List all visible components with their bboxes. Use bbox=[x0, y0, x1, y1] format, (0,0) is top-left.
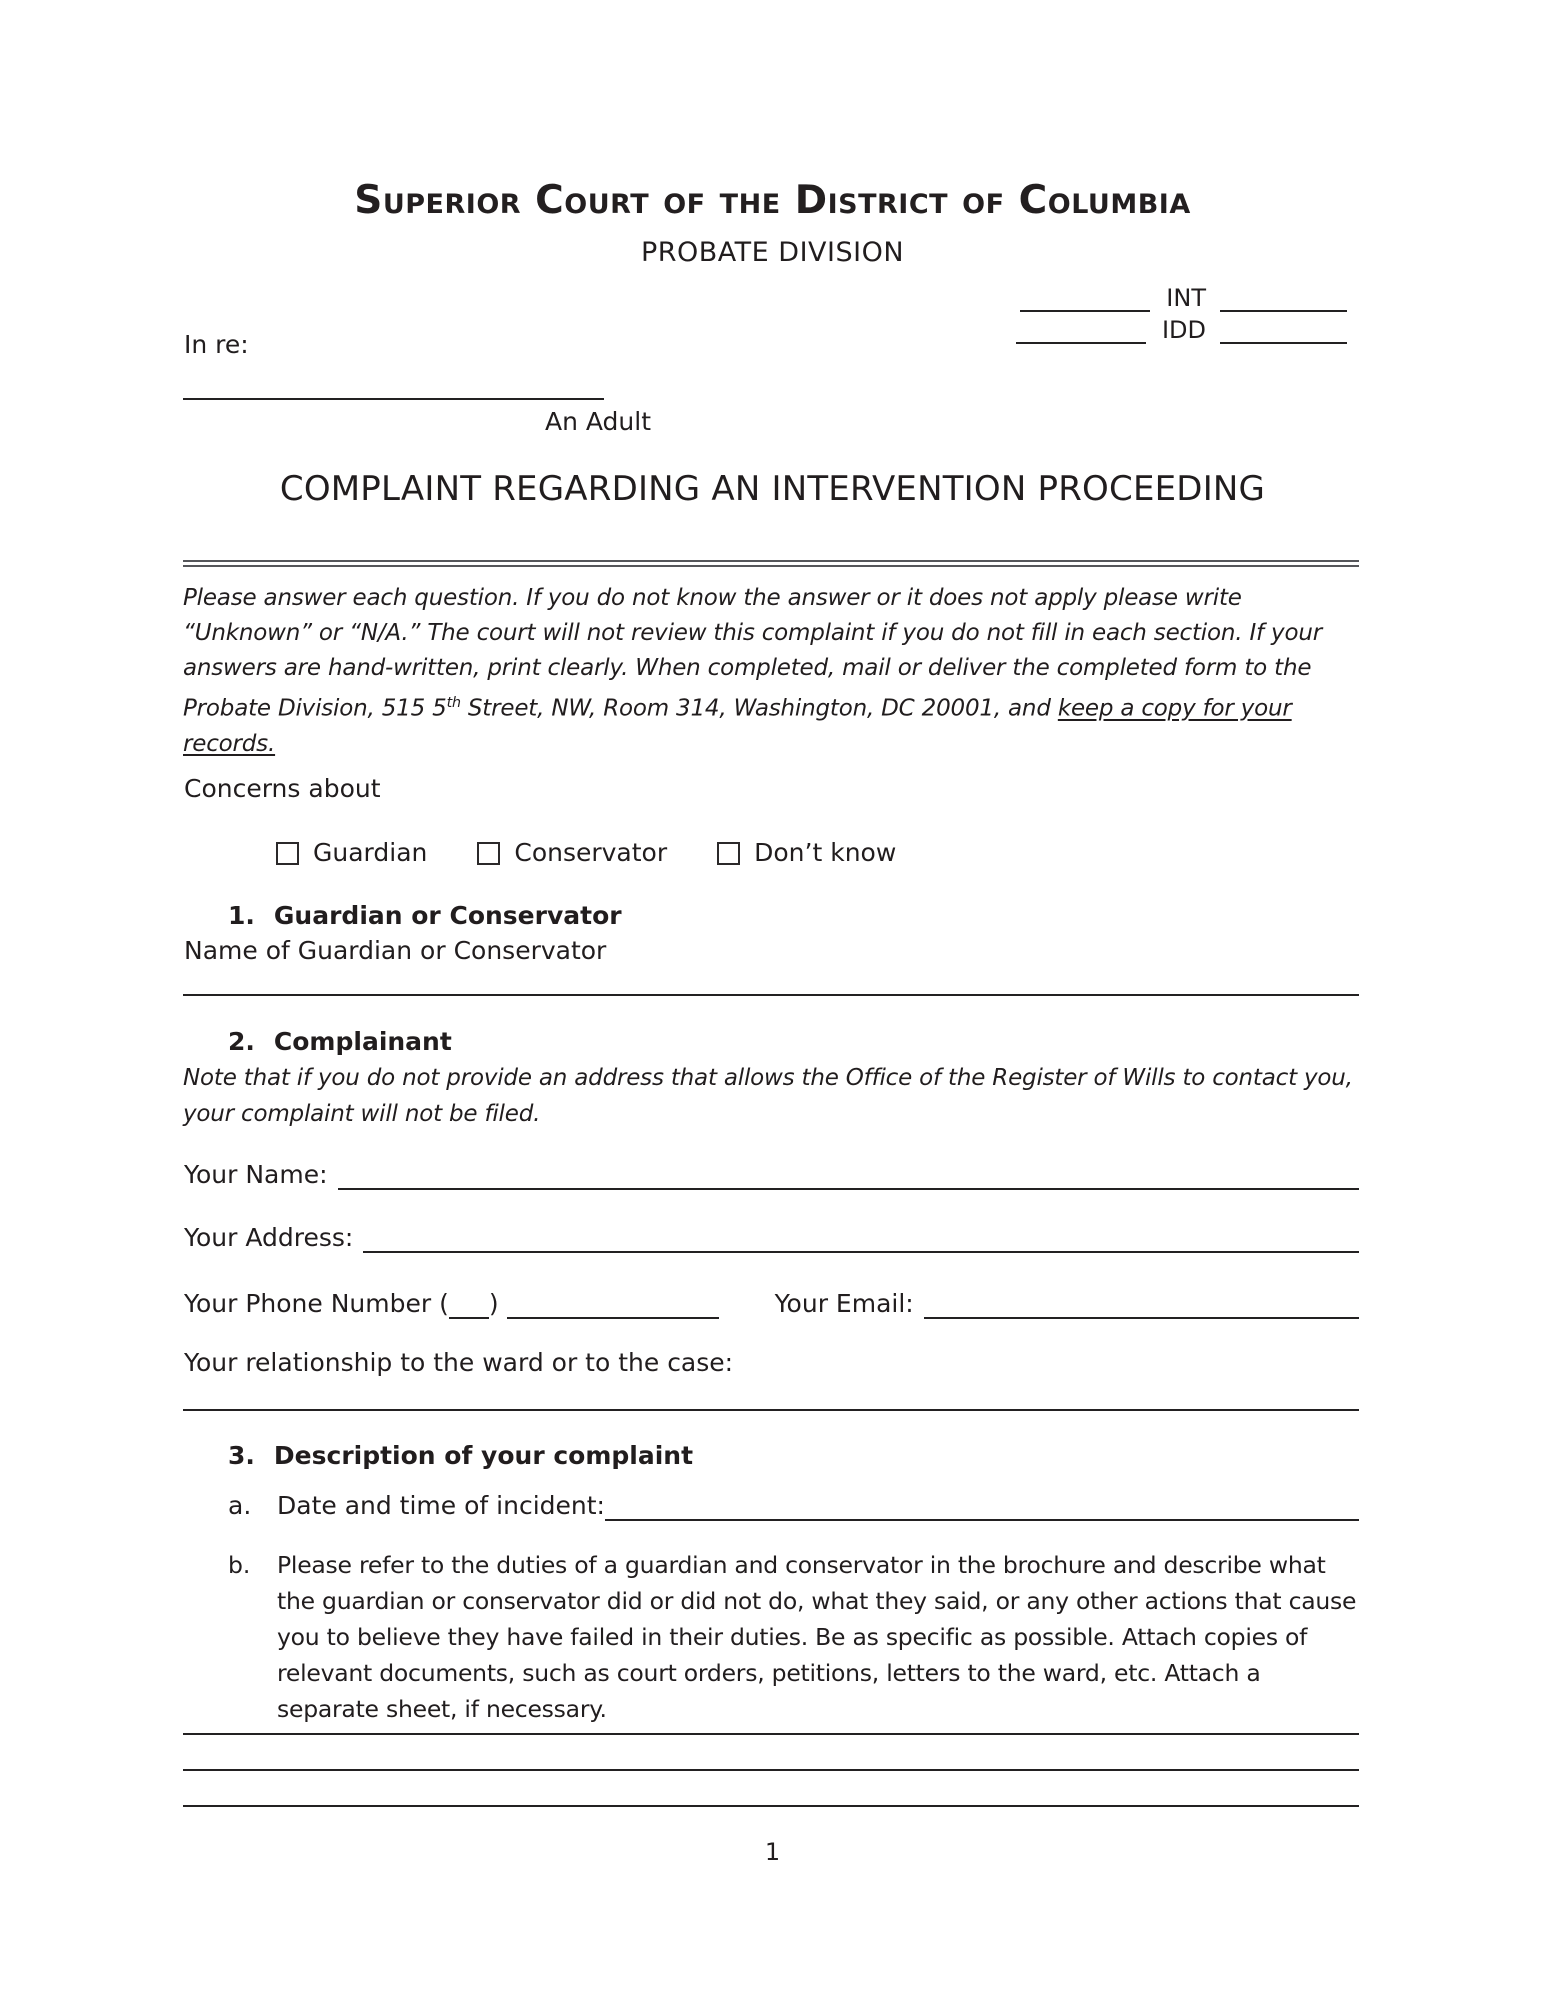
page-number: 1 bbox=[764, 1838, 781, 1866]
keep-copy-underlined-text: keep a copy for your records. bbox=[183, 695, 1292, 757]
ordinal-superscript: th bbox=[446, 695, 461, 711]
in-re-label: In re: bbox=[184, 330, 249, 359]
section-2-title: Complainant bbox=[273, 1027, 452, 1056]
option-conservator[interactable] bbox=[477, 838, 667, 867]
concerns-about-label: Concerns about bbox=[184, 774, 381, 803]
your-name-label: Your Name: bbox=[184, 1160, 328, 1189]
int-label: INT bbox=[1166, 284, 1206, 312]
int-row bbox=[1016, 282, 1347, 312]
relationship-blank[interactable] bbox=[183, 1409, 1359, 1411]
your-address-label: Your Address: bbox=[184, 1223, 354, 1252]
section-1-number: 1. bbox=[228, 901, 255, 930]
option-dont-know[interactable] bbox=[717, 838, 896, 867]
item-b-text: Please refer to the duties of a guardian and conservator in the brochure and describe what the guardian or conservator did or did not do, what they said, or any other actions that cause you to believe they have failed in their duties. Be as specific as possible. Attach copies of relevant documents, such as court orders, petitions, letters to the ward, etc. Attach a separate sheet, if necessary. bbox=[277, 1551, 1357, 1723]
idd-blank-left[interactable] bbox=[1016, 316, 1146, 344]
checkbox-dont-know-icon[interactable] bbox=[717, 842, 740, 865]
division-subtitle: PROBATE DIVISION bbox=[640, 237, 905, 268]
form-title: COMPLAINT REGARDING AN INTERVENTION PROCEEDING bbox=[279, 469, 1266, 509]
item-b-letter: b. bbox=[228, 1551, 251, 1579]
your-name-row bbox=[184, 1158, 1359, 1190]
idd-label: IDD bbox=[1161, 316, 1206, 344]
section-2-number: 2. bbox=[228, 1027, 255, 1056]
complainant-note: Note that if you do not provide an address that allows the Office of the Register of Wills to contact you, your complaint will not be filed. bbox=[183, 1065, 1353, 1127]
your-address-row bbox=[184, 1221, 1359, 1253]
idd-blank-right[interactable] bbox=[1220, 316, 1347, 344]
section-3-number: 3. bbox=[228, 1441, 255, 1470]
phone-label: Your Phone Number ( bbox=[184, 1289, 449, 1318]
guardian-name-blank[interactable] bbox=[183, 994, 1359, 996]
ward-name-blank[interactable] bbox=[183, 368, 604, 400]
description-blank-1[interactable] bbox=[183, 1733, 1359, 1735]
section-1-title: Guardian or Conservator bbox=[273, 901, 622, 930]
phone-email-row bbox=[184, 1287, 1359, 1319]
section-3-heading bbox=[228, 1441, 693, 1470]
concerns-options-row bbox=[276, 838, 896, 867]
your-address-blank[interactable] bbox=[363, 1221, 1359, 1253]
option-guardian-label: Guardian bbox=[313, 838, 428, 867]
item-a-letter: a. bbox=[228, 1491, 252, 1520]
phone-area-code-blank[interactable] bbox=[449, 1287, 489, 1319]
phone-number-blank[interactable] bbox=[507, 1287, 719, 1319]
checkbox-guardian-icon[interactable] bbox=[276, 842, 299, 865]
option-dont-know-label: Don’t know bbox=[754, 838, 897, 867]
idd-row bbox=[1016, 314, 1347, 344]
case-number-block bbox=[1016, 282, 1347, 344]
item-b-block bbox=[228, 1547, 1359, 1727]
instructions-text-continued: Street, NW, Room 314, Washington, DC 20001, and bbox=[460, 695, 1058, 722]
instructions-text: Please answer each question. If you do not know the answer or it does not apply please write “Unknown” or “N/A.” The court will not review this complaint if you do not fill in each section. If your answers are hand-written, print clearly. When completed, mail or deliver the completed form to the Probate Division, 515 5 bbox=[183, 585, 1322, 722]
instructions-paragraph bbox=[183, 581, 1361, 762]
your-name-blank[interactable] bbox=[338, 1158, 1360, 1190]
incident-date-blank[interactable] bbox=[605, 1489, 1359, 1521]
court-title: Superior Court of the District of Columbia bbox=[354, 178, 1191, 223]
email-blank[interactable] bbox=[924, 1287, 1359, 1319]
int-blank-left[interactable] bbox=[1020, 284, 1150, 312]
checkbox-conservator-icon[interactable] bbox=[477, 842, 500, 865]
description-blank-2[interactable] bbox=[183, 1769, 1359, 1771]
option-conservator-label: Conservator bbox=[514, 838, 668, 867]
description-blank-3[interactable] bbox=[183, 1805, 1359, 1807]
email-label: Your Email: bbox=[774, 1289, 914, 1318]
section-3-title: Description of your complaint bbox=[273, 1441, 694, 1470]
section-1-heading bbox=[228, 901, 622, 930]
incident-date-label: Date and time of incident: bbox=[277, 1491, 605, 1520]
relationship-label: Your relationship to the ward or to the case: bbox=[184, 1348, 734, 1377]
option-guardian[interactable] bbox=[276, 838, 427, 867]
an-adult-label: An Adult bbox=[545, 407, 652, 436]
incident-date-row bbox=[228, 1489, 1359, 1521]
int-blank-right[interactable] bbox=[1220, 284, 1347, 312]
guardian-name-label: Name of Guardian or Conservator bbox=[184, 936, 607, 965]
section-2-heading bbox=[228, 1027, 452, 1056]
double-rule-divider bbox=[183, 560, 1359, 567]
phone-label-close: ) bbox=[488, 1289, 499, 1318]
